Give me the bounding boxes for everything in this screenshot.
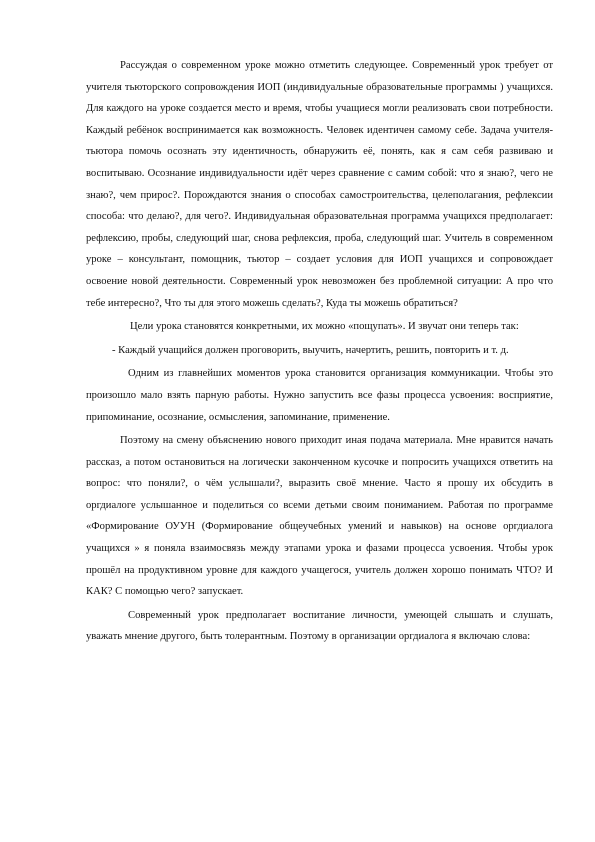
paragraph-communication: Одним из главнейших моментов урока становится организация коммуникации. Чтобы это произошло мало взять парную работы. Нужно запустить все фазы процесса усвоения: восприятие, припоминание, осознание, осмысления, запоминание, применение.: [86, 368, 553, 423]
document-body: [86, 55, 553, 648]
paragraph-material-presentation: Поэтому на смену объяснению нового приходит иная подача материала. Мне нравится начать рассказ, а потом остановиться на логически законченном кусочке и попросить учащихся ответить на вопрос: что поняли?, о чём услышали?, выразить своё мнение. Часто я прошу их обсудить в оргдиалоге услышанное и поделиться со всеми детьми своим пониманием. Работая по программе «Формирование ОУУН (Формирование общеучебных умений и навыков) на основе оргдиалога учащихся » я поняла взаимосвязь между этапами урока и фазами процесса усвоения. Чтобы урок прошёл на продуктивном уровне для каждого учащегося, учитель должен хорошо понимать ЧТО? И КАК? С помощью чего? запускает.: [86, 435, 553, 598]
paragraph-lesson-goals: Цели урока становятся конкретными, их можно «пощупать». И звучат они теперь так:: [130, 321, 519, 333]
paragraph-goals-list-item: - Каждый учащийся должен проговорить, выучить, начертить, решить, повторить и т. д.: [112, 344, 509, 356]
paragraph-personality-education: Современный урок предполагает воспитание личности, умеющей слышать и слушать, уважать мнение другого, быть толерантным. Поэтому в организации оргдиалога я включаю слова:: [86, 609, 553, 643]
paragraph-modern-lesson: Рассуждая о современном уроке можно отметить следующее. Современный урок требует от учителя тьюторского сопровождения ИОП (индивидуальные образовательные программы ) учащихся. Для каждого на уроке создается место и время, чтобы учащиеся могли реализовать свои потребности. Каждый ребёнок воспринимается как возможность. Человек идентичен самому себе. Задача учителя-тьютора помочь осознать эту идентичность, обнаружить её, понять, как я сам себя развиваю и воспитываю. Осознание индивидуальности идёт через сравнение с самим собой: что я знаю?, чего не знаю?, чем прирос?. Порождаются знания о способах самостроительства, целеполагания, рефлексии способа: что делаю?, для чего?. Индивидуальная образовательная программа учащихся предполагает: рефлексию, пробы, следующий шаг, снова рефлексия, проба, следующий шаг. Учитель в современном уроке – консультант, помощник, тьютор – создает условия для ИОП учащихся и сопровождает освоение новой деятельности. Современный урок невозможен без проблемной ситуации: А про что тебе интересно?, Что ты для этого можешь сделать?, Куда ты можешь обратиться?: [86, 60, 553, 309]
